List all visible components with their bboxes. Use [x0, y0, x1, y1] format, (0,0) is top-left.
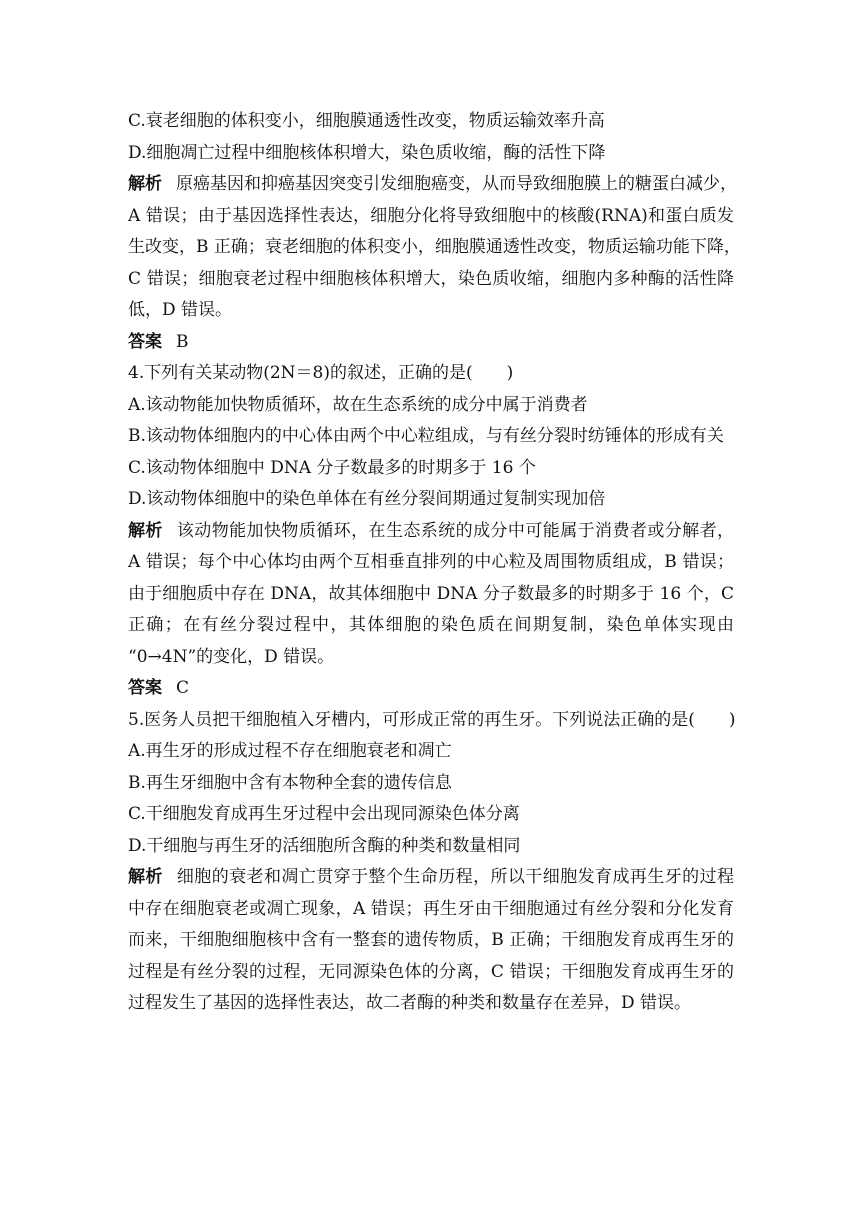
q4-analysis-line-2: A 错误；每个中心体均由两个互相垂直排列的中心粒及周围物质组成，B 错误；: [128, 552, 734, 572]
q4-analysis-label: 解析: [128, 520, 163, 541]
q4-analysis-line-3: 由于细胞质中存在 DNA，故其体细胞中 DNA 分子数最多的时期多于 16 个，C: [128, 583, 734, 604]
q3-answer-label: 答案: [128, 331, 162, 352]
q5-option-c: C.干细胞发育成再生牙过程中会出现同源染色体分离: [128, 804, 520, 824]
q5-option-d: D.干细胞与再生牙的活细胞所含酶的种类和数量相同: [128, 835, 521, 856]
q4-option-a: A.该动物能加快物质循环，故在生态系统的成分中属于消费者: [128, 394, 588, 415]
q3-option-c: C.衰老细胞的体积变小，细胞膜通透性改变，物质运输效率升高: [128, 111, 605, 131]
q3-analysis-line-1: 解析 原癌基因和抑癌基因突变引发细胞癌变，从而导致细胞膜上的糖蛋白减少，: [128, 174, 737, 194]
q4-answer: [128, 673, 734, 705]
q5-analysis-line-3: 而来，干细胞细胞核中含有一整套的遗传物质，B 正确；干细胞发育成再生牙的: [128, 930, 734, 950]
q4-option-b: B.该动物体细胞内的中心体由两个中心粒组成，与有丝分裂时纺锤体的形成有关: [128, 426, 724, 446]
q4-option-c: C.该动物体细胞中 DNA 分子数最多的时期多于 16 个: [128, 457, 536, 478]
q4-analysis-line-1: 解析 该动物能加快物质循环，在生态系统的成分中可能属于消费者或分解者，: [128, 520, 735, 541]
q5-analysis-label: 解析: [128, 867, 163, 887]
q5-analysis-line-4: 过程是有丝分裂的过程，无同源染色体的分离，C 错误；干细胞发育成再生牙的: [128, 961, 734, 982]
q5-analysis-line-2: 中存在细胞衰老或凋亡现象，A 错误；再生牙由干细胞通过有丝分裂和分化发育: [128, 898, 734, 919]
q3-answer: [128, 327, 734, 359]
q3-analysis-label: 解析: [128, 174, 162, 194]
q3-option-d: D.细胞凋亡过程中细胞核体积增大，染色质收缩，酶的活性下降: [128, 142, 606, 163]
q3-analysis-line-5: 低，D 错误。: [128, 300, 233, 320]
q3-answer-value: B: [176, 331, 189, 352]
q3-analysis-line-2: A 错误；由于基因选择性表达，细胞分化将导致细胞中的核酸(RNA)和蛋白质发: [128, 205, 734, 226]
q5-option-a: A.再生牙的形成过程不存在细胞衰老和凋亡: [128, 741, 452, 761]
q5-analysis-line-5: 过程发生了基因的选择性表达，故二者酶的种类和数量存在差异，D 错误。: [128, 993, 692, 1013]
q5-stem: 5.医务人员把干细胞植入牙槽内，可形成正常的再生牙。下列说法正确的是( ): [128, 709, 736, 730]
q3-analysis-line-3: 生改变，B 正确；衰老细胞的体积变小，细胞膜通透性改变，物质运输功能下降，: [128, 237, 741, 257]
q3-analysis-line-4: C 错误；细胞衰老过程中细胞核体积增大，染色质收缩，细胞内多种酶的活性降: [128, 268, 734, 289]
q4-option-d: D.该动物体细胞中的染色单体在有丝分裂间期通过复制实现加倍: [128, 489, 606, 509]
q5-option-b: B.再生牙细胞中含有本物种全套的遗传信息: [128, 772, 452, 793]
q4-stem: 4.下列有关某动物(2N＝8)的叙述，正确的是( ): [128, 363, 514, 383]
q5-analysis-line-1: 解析 细胞的衰老和凋亡贯穿于整个生命历程，所以干细胞发育成再生牙的过程: [128, 867, 735, 887]
q4-analysis-line-4: 正确；在有丝分裂过程中，其体细胞的染色质在间期复制，染色单体实现由: [128, 615, 734, 635]
q4-analysis-line-5: “0→4N”的变化，D 错误。: [128, 646, 335, 667]
q4-answer-value: C: [176, 678, 190, 698]
document-page: [128, 106, 741, 1020]
q4-answer-label: 答案: [128, 678, 162, 698]
